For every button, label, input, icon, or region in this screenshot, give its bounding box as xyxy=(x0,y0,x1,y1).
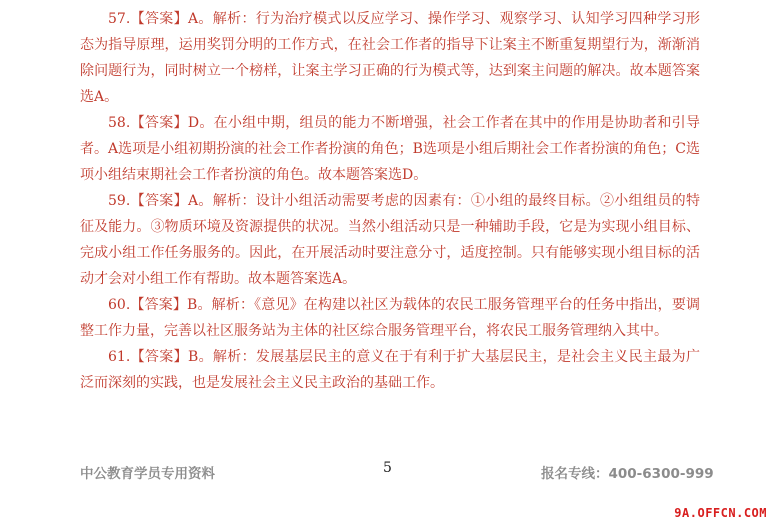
answer-60: 60.【答案】B。解析：《意见》在构建以社区为载体的农民工服务管理平台的任务中指出，要调整工作力量，完善以社区服务站为主体的社区综合服务管理平台，将农民工服务管理纳入其中。 xyxy=(80,297,700,339)
footer-brand-text: 中公教育学员专用资料 xyxy=(80,466,215,482)
answer-57: 57.【答案】A。解析：行为治疗模式以反应学习、操作学习、观察学习、认知学习四种学习形态为指导原理，运用奖罚分明的工作方式，在社会工作者的指导下让案主不断重复期望行为，渐渐消除问题行为，同时树立一个榜样，让案主学习正确的行为模式等，达到案主问题的解决。故本题答案选A。 xyxy=(80,11,700,105)
answer-58: 58.【答案】D。在小组中期，组员的能力不断增强，社会工作者在其中的作用是协助者和引导者。A选项是小组初期扮演的社会工作者扮演的角色；B选项是小组后期社会工作者扮演的角色；C选项小组结束期社会工作者扮演的角色。故本题答案选D。 xyxy=(80,115,700,183)
site-watermark: 9A.OFFCN.COM xyxy=(674,506,767,520)
page-number: 5 xyxy=(383,460,392,476)
answer-59: 59.【答案】A。解析：设计小组活动需要考虑的因素有：①小组的最终目标。②小组组员的特征及能力。③物质环境及资源提供的状况。当然小组活动只是一种辅助手段，它是为实现小组目标、完成小组工作任务服务的。因此，在开展活动时要注意分寸，适度控制。只有能够实现小组目标的活动才会对小组工作有帮助。故本题答案选A。 xyxy=(80,193,700,287)
answer-61: 61.【答案】B。解析：发展基层民主的意义在于有利于扩大基层民主，是社会主义民主最为广泛而深刻的实践，也是发展社会主义民主政治的基础工作。 xyxy=(80,349,700,391)
footer-hotline: 报名专线：400-6300-999 xyxy=(541,466,714,482)
answer-list xyxy=(80,6,700,396)
